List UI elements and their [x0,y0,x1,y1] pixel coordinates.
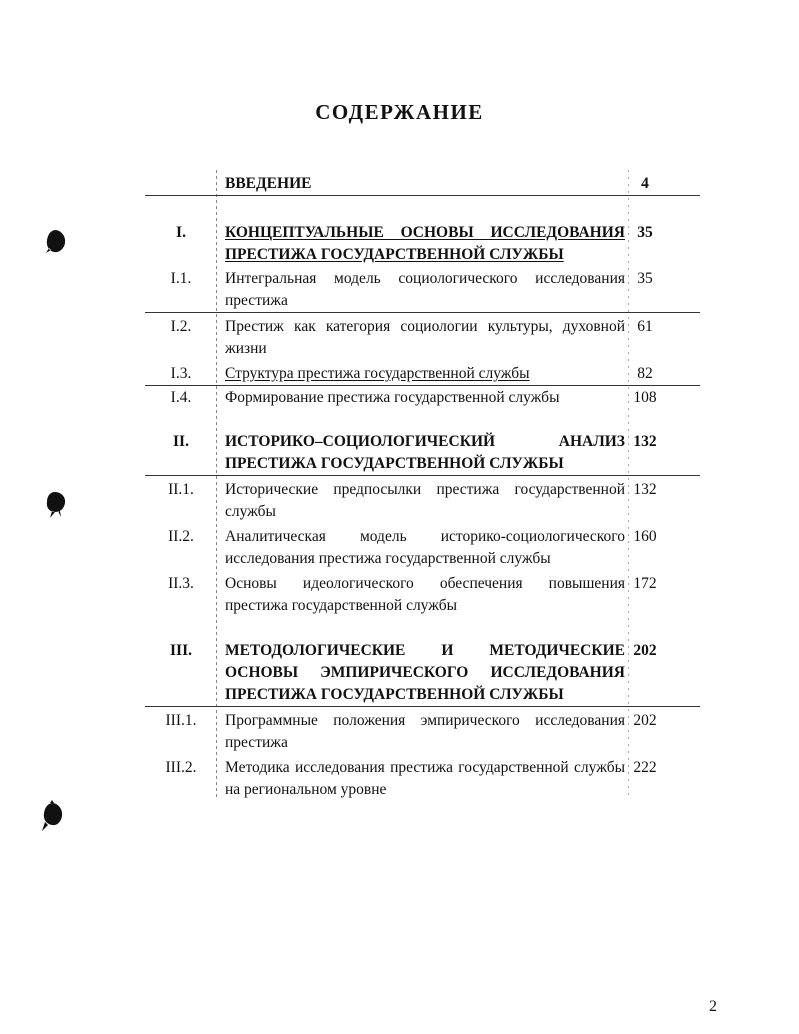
toc-entry-text: Программные положения эмпирического исследования престижа [225,712,625,751]
toc-entry-1-1 [145,268,700,313]
toc-entry-text: Интегральная модель социологического исследования престижа [225,270,625,309]
toc-entry-text: Основы идеологического обеспечения повышения престижа государственной службы [225,575,625,614]
toc-entry-text: МЕТОДОЛОГИЧЕСКИЕ И МЕТОДИЧЕСКИЕ ОСНОВЫ ЭМПИРИЧЕСКОГО ИССЛЕДОВАНИЯ ПРЕСТИЖА ГОСУДАРСТВЕННОЙ СЛУЖБЫ [225,642,625,703]
toc-entry-page: 202 [633,712,657,729]
toc-entry-number: II.2. [168,528,194,545]
toc-entry-text: ИСТОРИКО–СОЦИОЛОГИЧЕСКИЙ АНАЛИЗ ПРЕСТИЖА ГОСУДАРСТВЕННОЙ СЛУЖБЫ [225,433,625,472]
toc-entry-text: Методика исследования престижа государственной службы на региональном уровне [225,759,625,798]
toc-entry-chapter-2 [145,431,700,476]
toc-entry-2-3 [145,573,700,617]
toc-entry-number: III.1. [165,712,197,729]
toc-entry-page: 35 [637,270,653,287]
toc-entry-page: 61 [637,318,653,335]
toc-entry-text: Формирование престижа государственной службы [225,389,560,406]
ink-blot-icon [44,490,68,520]
toc-entry-2-1 [145,479,700,523]
toc-entry-page: 222 [633,759,657,776]
toc-entry-1-3 [145,363,700,386]
toc-entry-text: Аналитическая модель историко-социологического исследования престижа государственной службы [225,528,625,567]
toc-entry-text: КОНЦЕПТУАЛЬНЫЕ ОСНОВЫ ИССЛЕДОВАНИЯ ПРЕСТИЖА ГОСУДАРСТВЕННОЙ СЛУЖБЫ [225,224,625,263]
toc-entry-page: 108 [633,389,657,406]
toc-entry-text: Престиж как категория социологии культуры, духовной жизни [225,318,625,357]
page-title: СОДЕРЖАНИЕ [315,100,484,124]
table-of-contents [145,170,700,801]
toc-entry-number: III. [170,642,192,659]
toc-entry-2-2 [145,526,700,570]
toc-entry-number: II.1. [168,481,194,498]
toc-entry-1-2 [145,316,700,360]
toc-entry-number: III.2. [165,759,197,776]
toc-entry-text: Структура престижа государственной службы [225,365,530,382]
toc-entry-page: 132 [633,481,657,498]
page-number: 2 [709,998,717,1015]
toc-entry-number: I.3. [170,365,192,382]
ink-blot-icon [44,228,68,256]
toc-entry-number: II. [173,433,189,450]
toc-entry-number: I.1. [170,270,192,287]
toc-entry-number: I. [176,224,186,241]
toc-entry-page: 172 [633,575,657,592]
toc-entry-text: ВВЕДЕНИЕ [225,175,312,192]
toc-entry-number: I.4. [170,389,192,406]
toc-entry-page: 132 [633,433,657,450]
toc-entry-1-4 [145,387,700,409]
toc-entry-number: II.3. [168,575,194,592]
toc-entry-chapter-3 [145,640,700,707]
toc-entry-page: 35 [637,224,653,241]
toc-entry-page: 82 [637,365,653,382]
toc-entry-3-1 [145,710,700,754]
toc-entry-3-2 [145,757,700,801]
toc-entry-chapter-1 [145,222,700,266]
toc-entry-page: 160 [633,528,657,545]
toc-entry-introduction [145,173,700,196]
toc-entry-number: I.2. [170,318,192,335]
toc-entry-text: Исторические предпосылки престижа государственной службы [225,481,625,520]
toc-entry-page: 202 [633,642,657,659]
ink-blot-icon [40,800,66,834]
toc-entry-page: 4 [641,175,649,192]
